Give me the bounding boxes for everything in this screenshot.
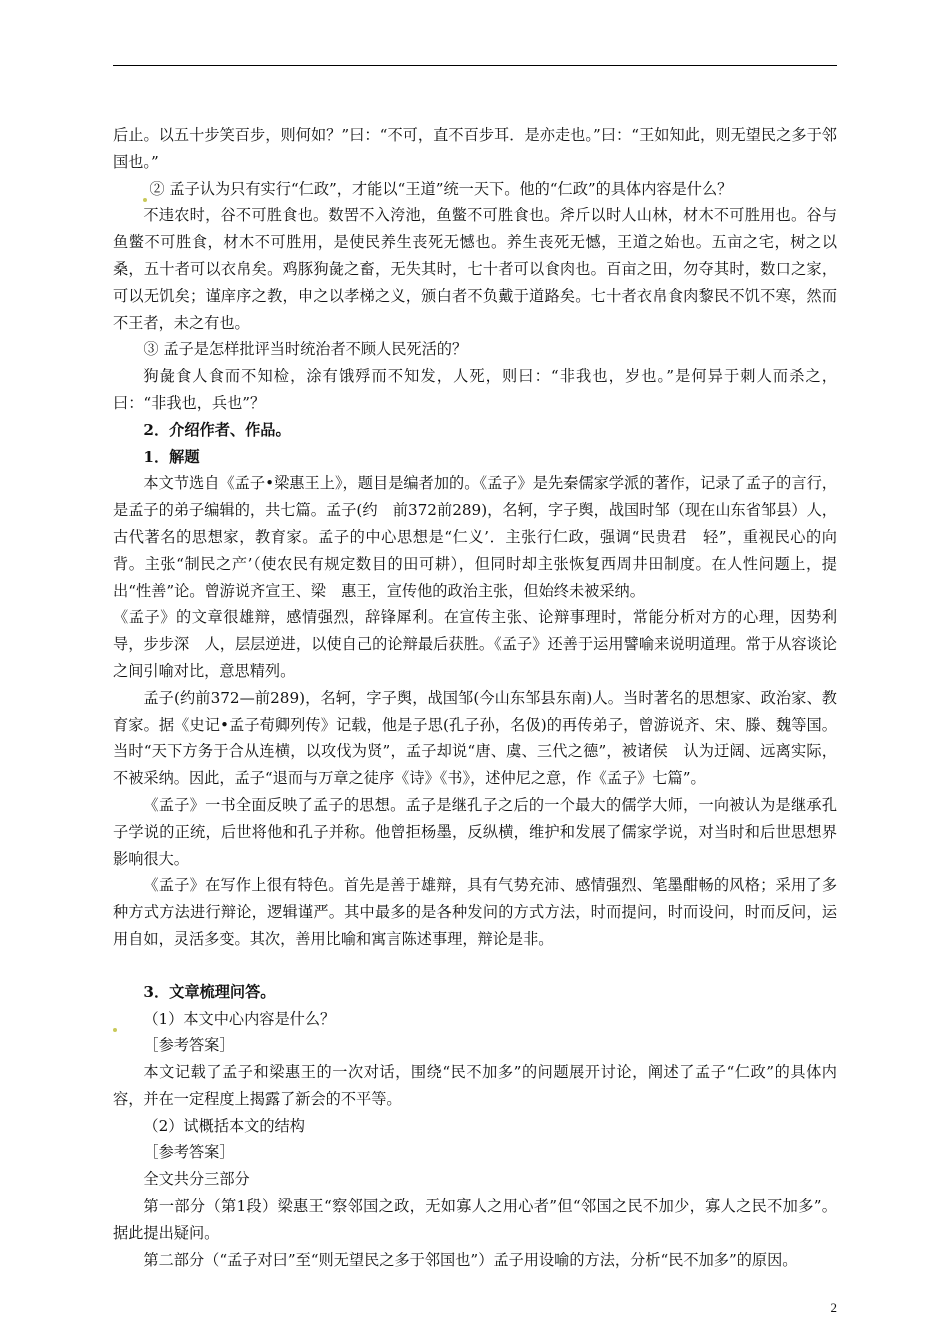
paragraph: 《孟子》在写作上很有特色。首先是善于雄辩，具有气势充沛、感情强烈、笔墨酣畅的风格；采用了多种方式方法进行辩论，逻辑谨严。其中最多的是各种发问的方式方法，时而提问，时而设问，时而反问，运用自如，灵活多变。其次，善用比喻和寓言陈述事理，辩论是非。 [113,876,837,948]
question-3: ③ 孟子是怎样批评当时统治者不顾人民死活的？ [143,340,468,359]
paragraph: 后止。以五十步笑百步，则何如？”曰：“不可，直不百步耳．是亦走也。”曰：“王如知此，则无望民之多于邻国也。” [113,126,837,171]
answer-label: ［参考答案］ [143,1036,235,1055]
paragraph: 孟子(约前372—前289)，名轲，字子舆，战国邹(今山东邹县东南)人。当时著名的思想家、政治家、教育家。据《史记•孟子荀卿列传》记载，他是子思(孔子孙，名伋)的再传弟子，曾游说齐、宋、滕、魏等国。当时“天下方务于合从连横，以攻伐为贤”，孟子却说“唐、虞、三代之德”，被诸侯 认为迂阔、远离实际，不被采纳。因此，孟子“退而与万章之徒序《诗》《书》，述仲尼之意，作《孟子》七篇”。 [113,688,837,788]
paragraph: 第一部分（第1段）梁惠王“察邻国之政，无如寡人之用心者”但“邻国之民不加少，寡人之民不加多”。据此提出疑问。 [113,1197,837,1242]
header-rule [113,65,837,66]
paragraph: 狗彘食人食而不知检，涂有饿殍而不知发，人死，则曰：“非我也，岁也。”是何异于刺人而杀之，曰：“非我也，兵也”？ [113,367,837,412]
paragraph: 本文节选自《孟子•梁惠王上》，题目是编者加的。《孟子》是先秦儒家学派的著作，记录了孟子的言行，是孟子的弟子编辑的，共七篇。孟子(约 前372前289)，名轲，字子舆，战国时邹（现在山东省邹县）人，古代著名的思想家，教育家。孟子的中心思想是“仁义’．主张行仁政，强调“民贵君 轻”，重视民心的向背。主张“制民之产’（使农民有规定数目的田可耕），但同时却主张恢复西周井田制度。在人性问题上，提出“性善”论。曾游说齐宣王、梁 惠王，宣传他的政治主张，但始终未被采纳。 [113,474,837,600]
marker-dot [113,1028,117,1032]
paragraph: 《孟子》的文章很雄辩，感情强烈，辞锋犀利。在宣传主张、论辩事理时，常能分析对方的心理，因势利导，步步深 人，层层逆进，以使自己的论辩最后获胜。《孟子》还善于运用譬喻来说明道理。常于从容谈论之间引喻对比，意思精列。 [113,608,837,680]
paragraph: 第二部分（“孟子对曰”至“则无望民之多于邻国也”）孟子用设喻的方法，分析“民不加多”的原因。 [143,1250,798,1269]
page-number: 2 [830,1300,837,1315]
spacer [113,953,837,979]
question-2: ② 孟子认为只有实行“仁政”，才能以“王道”统一天下。他的“仁政”的具体内容是什么？ [113,176,837,203]
paragraph: 本文记载了孟子和梁惠王的一次对话，围绕“民不加多”的问题展开讨论，阐述了孟子“仁政”的具体内容，并在一定程度上揭露了新会的不平等。 [113,1063,837,1108]
document-body [113,122,837,1273]
paragraph: 不违农时，谷不可胜食也。数罟不入洿池，鱼鳖不可胜食也。斧斤以时人山林，材木不可胜用也。谷与鱼鳖不可胜食，材木不可胜用，是使民养生丧死无憾也。养生丧死无憾，王道之始也。五亩之宅，树之以桑，五十者可以衣帛矣。鸡豚狗彘之畜，无失其时，七十者可以食肉也。百亩之田，勿夺其时，数口之家，可以无饥矣；谨庠序之教，申之以孝梯之义，颁白者不负戴于道路矣。七十者衣帛食肉黎民不饥不寒，然而不王者，未之有也。 [113,206,837,332]
answer-label: ［参考答案］ [143,1143,235,1162]
question-structure: （2）试概括本文的结构 [143,1116,305,1135]
section-heading-questions: 3．文章梳理问答。 [143,982,276,1001]
paragraph: 《孟子》一书全面反映了孟子的思想。孟子是继孔子之后的一个最大的儒学大师，一向被认为是继承孔子学说的正统，后世将他和孔子并称。他曾拒杨墨，反纵横，维护和发展了儒家学说，对当时和后世思想界影响很大。 [113,795,837,868]
paragraph: 全文共分三部分 [143,1170,250,1189]
section-heading-author: 2．介绍作者、作品。 [143,420,291,439]
question-1: （1）本文中心内容是什么？ [113,1006,837,1033]
subheading-title-explain: 1．解题 [143,447,200,466]
